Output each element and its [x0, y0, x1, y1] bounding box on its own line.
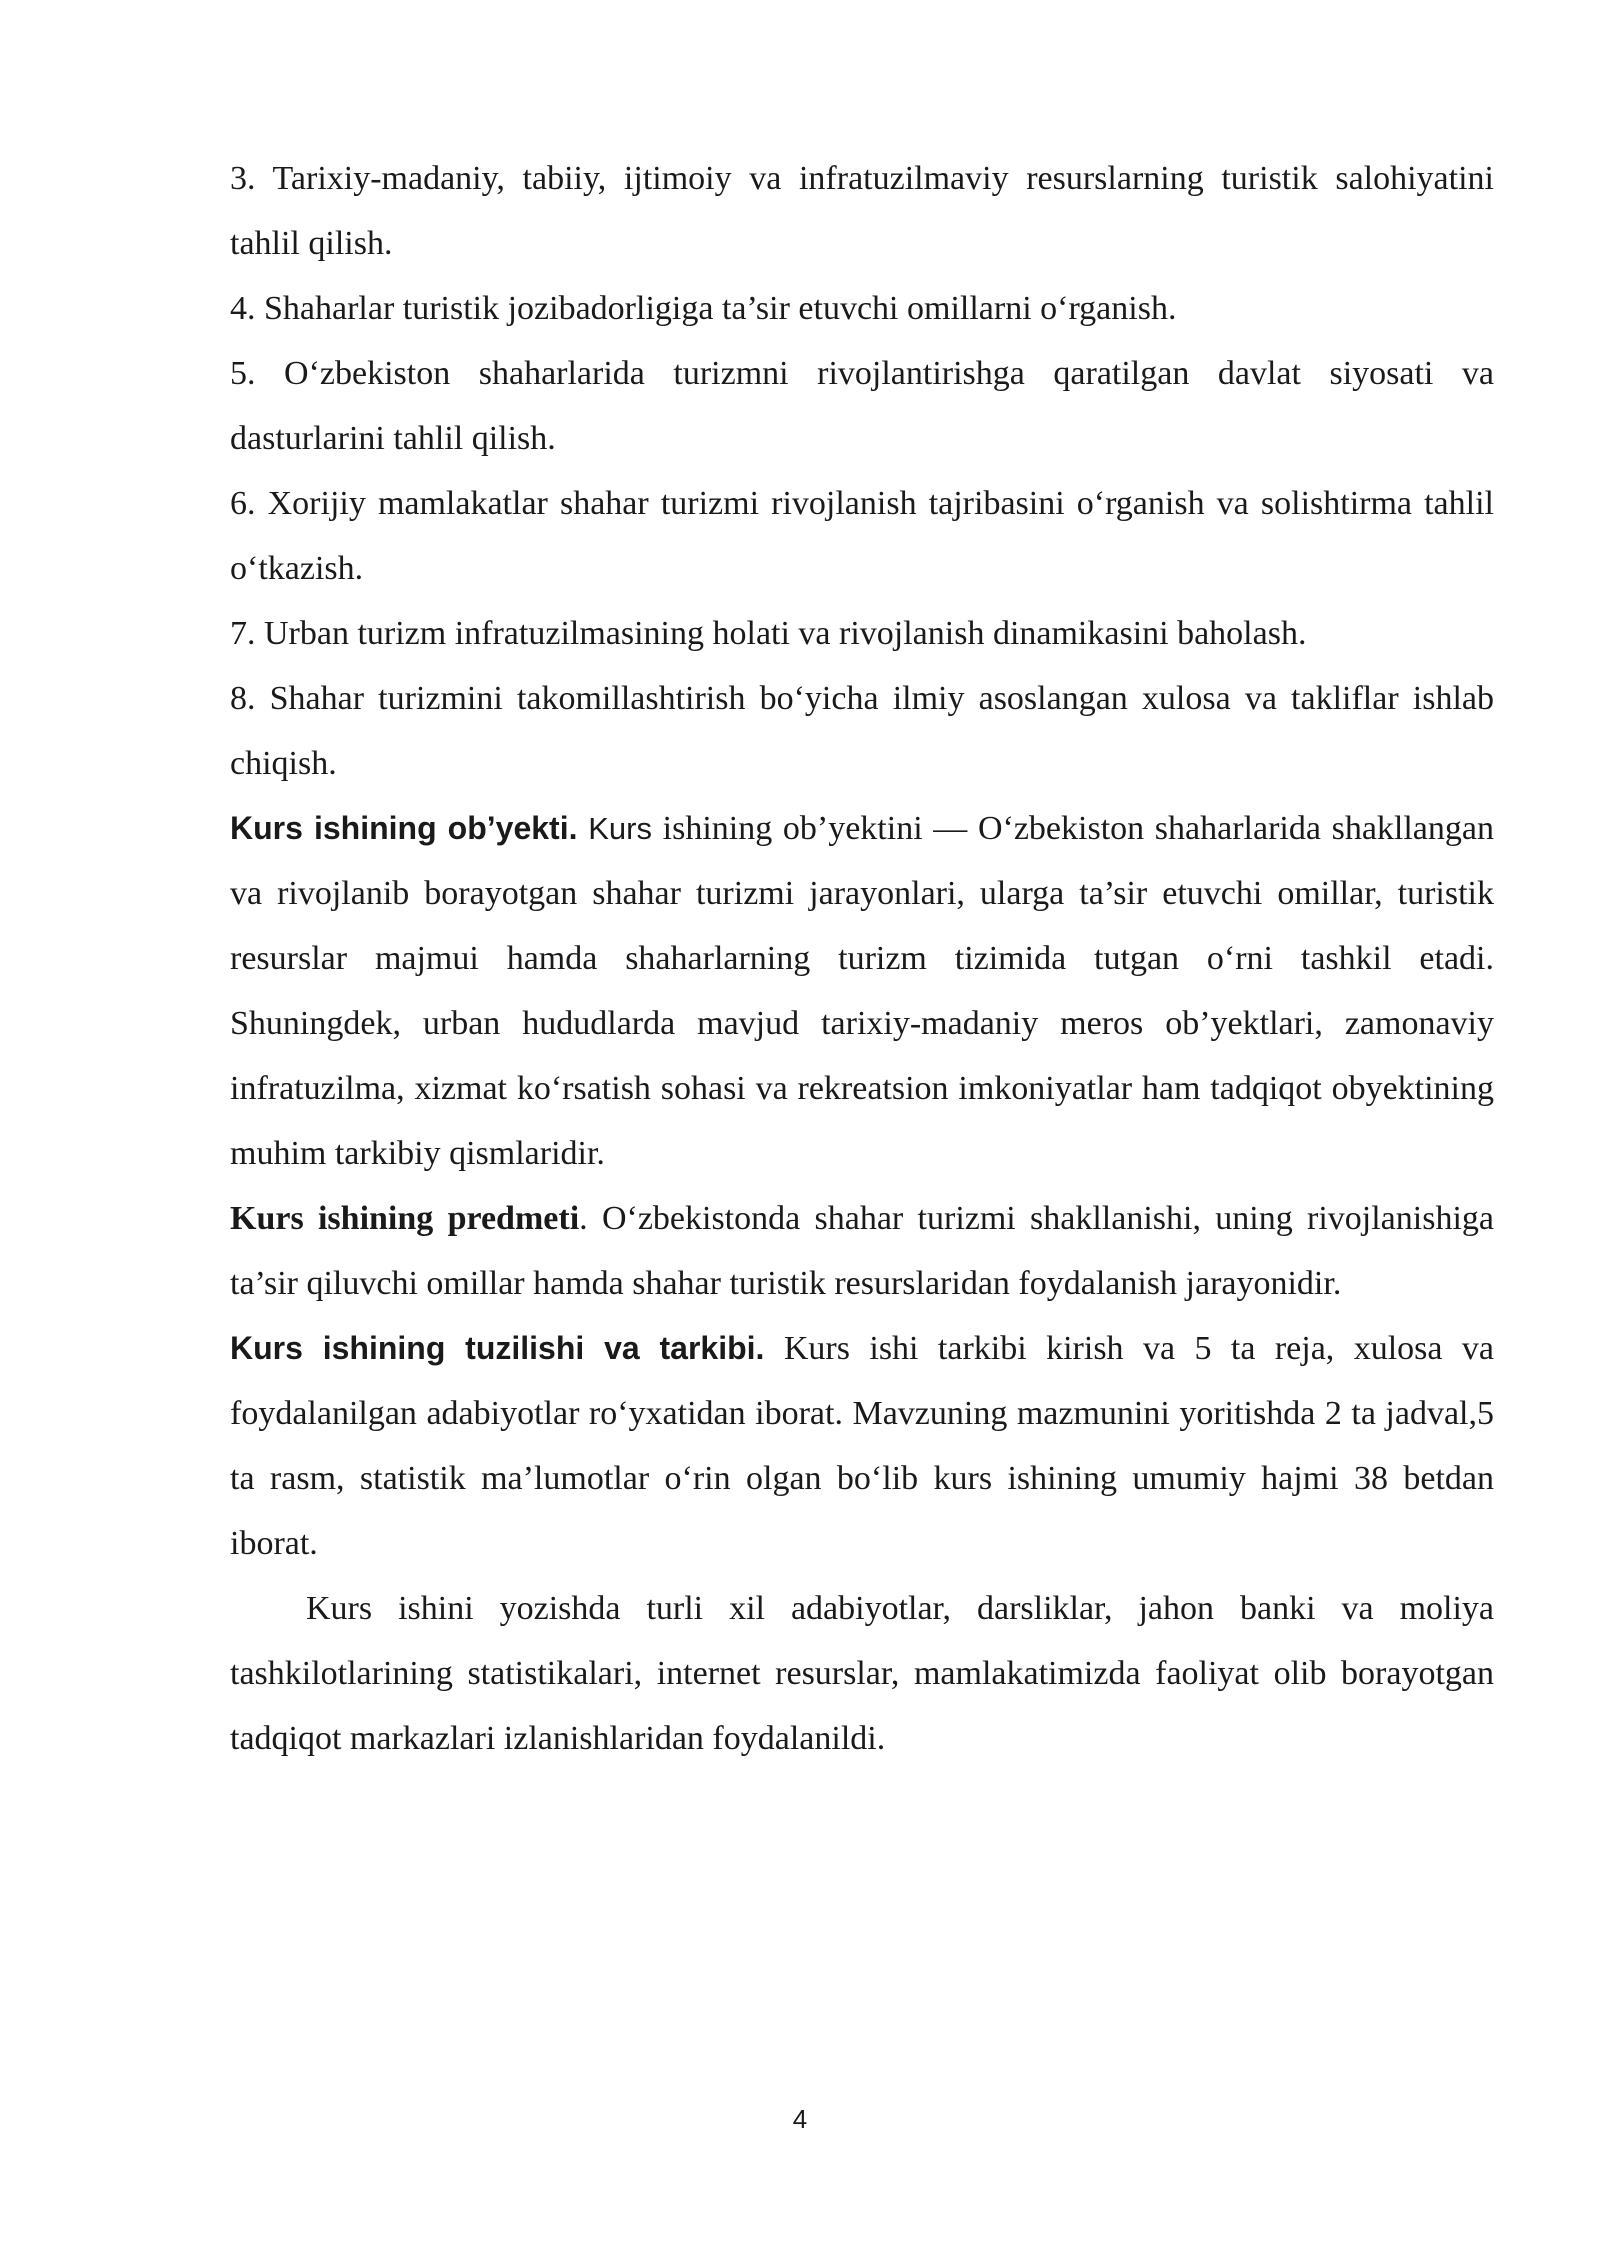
object-paragraph [230, 796, 1494, 1186]
structure-paragraph [230, 1316, 1494, 1576]
structure-heading: Kurs ishining tuzilishi va tarkibi. [230, 1330, 765, 1366]
list-item: 3. Tarixiy-madaniy, tabiiy, ijtimoiy va infratuzilmaviy resurslarning turistik salohiyatini tahlil qilish. [230, 160, 1494, 262]
subject-paragraph [230, 1186, 1494, 1316]
closing-paragraph: Kurs ishini yozishda turli xil adabiyotlar, darsliklar, jahon banki va moliya tashkilotlarining statistikalari, internet resurslar, mamlakatimizda faoliyat olib borayotgan tadqiqot markazlari izlanishlaridan foydalanildi. [230, 1590, 1494, 1757]
structure-body: Kurs ishi tarkibi kirish va 5 ta reja, xulosa va foydalanilgan adabiyotlar ro‘yxatidan iborat. Mavzuning mazmunini yoritishda 2 ta jadval,5 ta rasm, statistik ma’lumotlar o‘rin olgan bo‘lib kurs ishining umumiy hajmi 38 betdan iborat. [230, 1330, 1495, 1562]
list-item: 8. Shahar turizmini takomillashtirish bo‘yicha ilmiy asoslangan xulosa va takliflar ishlab chiqish. [230, 680, 1494, 782]
object-lead-word: Kurs [577, 811, 652, 846]
list-item: 7. Urban turizm infratuzilmasining holati va rivojlanish dinamikasini baholash. [230, 615, 1307, 652]
subject-heading: Kurs ishining predmeti [230, 1200, 580, 1237]
list-item: 5. O‘zbekiston shaharlarida turizmni rivojlantirishga qaratilgan davlat siyosati va dasturlarini tahlil qilish. [230, 355, 1494, 457]
object-body: ishining ob’yektini — O‘zbekiston shaharlarida shakllangan va rivojlanib borayotgan shahar turizmi jarayonlari, ularga ta’sir etuvchi omillar, turistik resurslar majmui hamda shaharlarning turizm tizimida tutgan o‘rni tashkil etadi. Shuningdek, urban hududlarda mavjud tarixiy-madaniy meros ob’yektlari, zamonaviy infratuzilma, xizmat ko‘rsatish sohasi va rekreatsion imkoniyatlar ham tadqiqot obyektining muhim tarkibiy qismlaridir. [230, 810, 1494, 1172]
object-heading: Kurs ishining ob’yekti. [230, 810, 578, 846]
list-item: 6. Xorijiy mamlakatlar shahar turizmi rivojlanish tajribasini o‘rganish va solishtirma tahlil o‘tkazish. [230, 485, 1494, 587]
page-body [230, 146, 1494, 1771]
list-item: 4. Shaharlar turistik jozibadorligiga ta’sir etuvchi omillarni o‘rganish. [230, 290, 1177, 327]
subject-body: . O‘zbekistonda shahar turizmi shakllanishi, uning rivojlanishiga ta’sir qiluvchi omillar hamda shahar turistik resurslaridan foydalanish jarayonidir. [230, 1200, 1494, 1302]
page-number: 4 [792, 2104, 808, 2134]
